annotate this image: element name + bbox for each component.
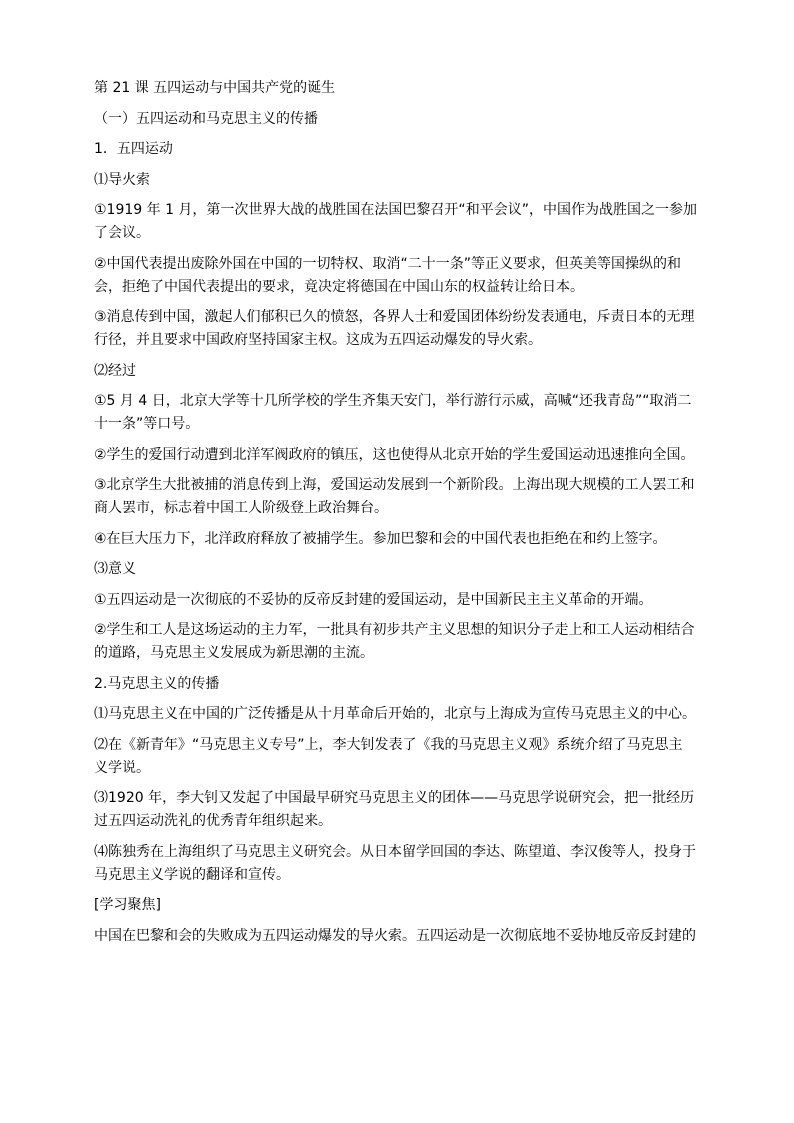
paragraph-line: ③北京学生大批被捕的消息传到上海，爱国运动发展到一个新阶段。上海出现大规模的工人罢工和 — [94, 477, 695, 493]
paragraph-line: ④在巨大压力下，北洋政府释放了被捕学生。参加巴黎和会的中国代表也拒绝在和约上签字。 — [94, 530, 667, 547]
paragraph-line: ⑶1920 年，李大钊又发起了中国最早研究马克思主义的团体——马克思学说研究会，把一批经历 — [94, 790, 695, 806]
paragraph-line: ①五四运动是一次彻底的不妥协的反帝反封建的爱国运动，是中国新民主主义革命的开端。 — [94, 591, 653, 608]
item-heading: ⑴导火索 — [94, 171, 150, 188]
paragraph-line: ②中国代表提出废除外国在中国的一切特权、取消“二十一条”等正义要求，但英美等国操纵的和 — [94, 255, 682, 272]
section-heading: （一）五四运动和马克思主义的传播 — [94, 110, 318, 127]
paragraph-line: 过五四运动洗礼的优秀青年组织起来。 — [94, 813, 332, 829]
paragraph-line: 会，拒绝了中国代表提出的要求，竟决定将德国在中国山东的权益转让给日本。 — [94, 278, 584, 295]
subsection-heading: 1．五四运动 — [94, 141, 173, 157]
paragraph-line: 商人罢市，标志着中国工人阶级登上政治舞台。 — [94, 500, 388, 516]
paragraph-line: 十一条”等口号。 — [94, 416, 200, 432]
paragraph-line: ⑷陈独秀在上海组织了马克思主义研究会。从日本留学回国的李达、陈望道、李汉俊等人，投身于 — [94, 843, 696, 860]
paragraph-line: 中国在巴黎和会的失败成为五四运动爆发的导火索。五四运动是一次彻底地不妥协地反帝反封建的 — [94, 927, 696, 944]
paragraph-line: ②学生的爱国行动遭到北洋军阀政府的镇压，这也使得从北京开始的学生爱国运动迅速推向全国。 — [94, 446, 695, 463]
paragraph-line: 了会议。 — [94, 225, 150, 241]
paragraph-line: 马克思主义学说的翻译和宣传。 — [94, 866, 290, 883]
paragraph-line: 行径，并且要求中国政府坚持国家主权。这成为五四运动爆发的导火索。 — [94, 332, 542, 348]
paragraph-line: ③消息传到中国，激起人们郁积已久的愤怒，各界人士和爱国团体纷纷发表通电，斥责日本的无理 — [94, 309, 695, 325]
paragraph-line: 义学说。 — [94, 759, 150, 776]
document-page — [94, 78, 706, 946]
subsection-heading: 2.马克思主义的传播 — [94, 675, 220, 692]
study-focus-heading: [学习聚焦] — [94, 897, 161, 913]
item-heading: ⑵经过 — [94, 362, 136, 379]
paragraph-line: ⑵在《新青年》“马克思主义专号”上，李大钊发表了《我的马克思主义观》系统介绍了马克思主 — [94, 736, 683, 753]
paragraph-line: ①5 月 4 日，北京大学等十几所学校的学生齐集天安门，举行游行示威，高喊“还我青岛”“取消二 — [94, 393, 692, 409]
paragraph-line: ②学生和工人是这场运动的主力军，一批具有初步共产主义思想的知识分子走上和工人运动相结合 — [94, 622, 695, 638]
item-heading: ⑶意义 — [94, 561, 136, 577]
paragraph-line: ⑴马克思主义在中国的广泛传播是从十月革命后开始的，北京与上海成为宣传马克思主义的中心。 — [94, 706, 696, 722]
paragraph-line: ①1919 年 1 月，第一次世界大战的战胜国在法国巴黎召开“和平会议”，中国作为战胜国之一参加 — [94, 202, 697, 218]
paragraph-line: 的道路，马克思主义发展成为新思潮的主流。 — [94, 645, 374, 661]
lesson-title: 第 21 课 五四运动与中国共产党的诞生 — [94, 80, 336, 96]
